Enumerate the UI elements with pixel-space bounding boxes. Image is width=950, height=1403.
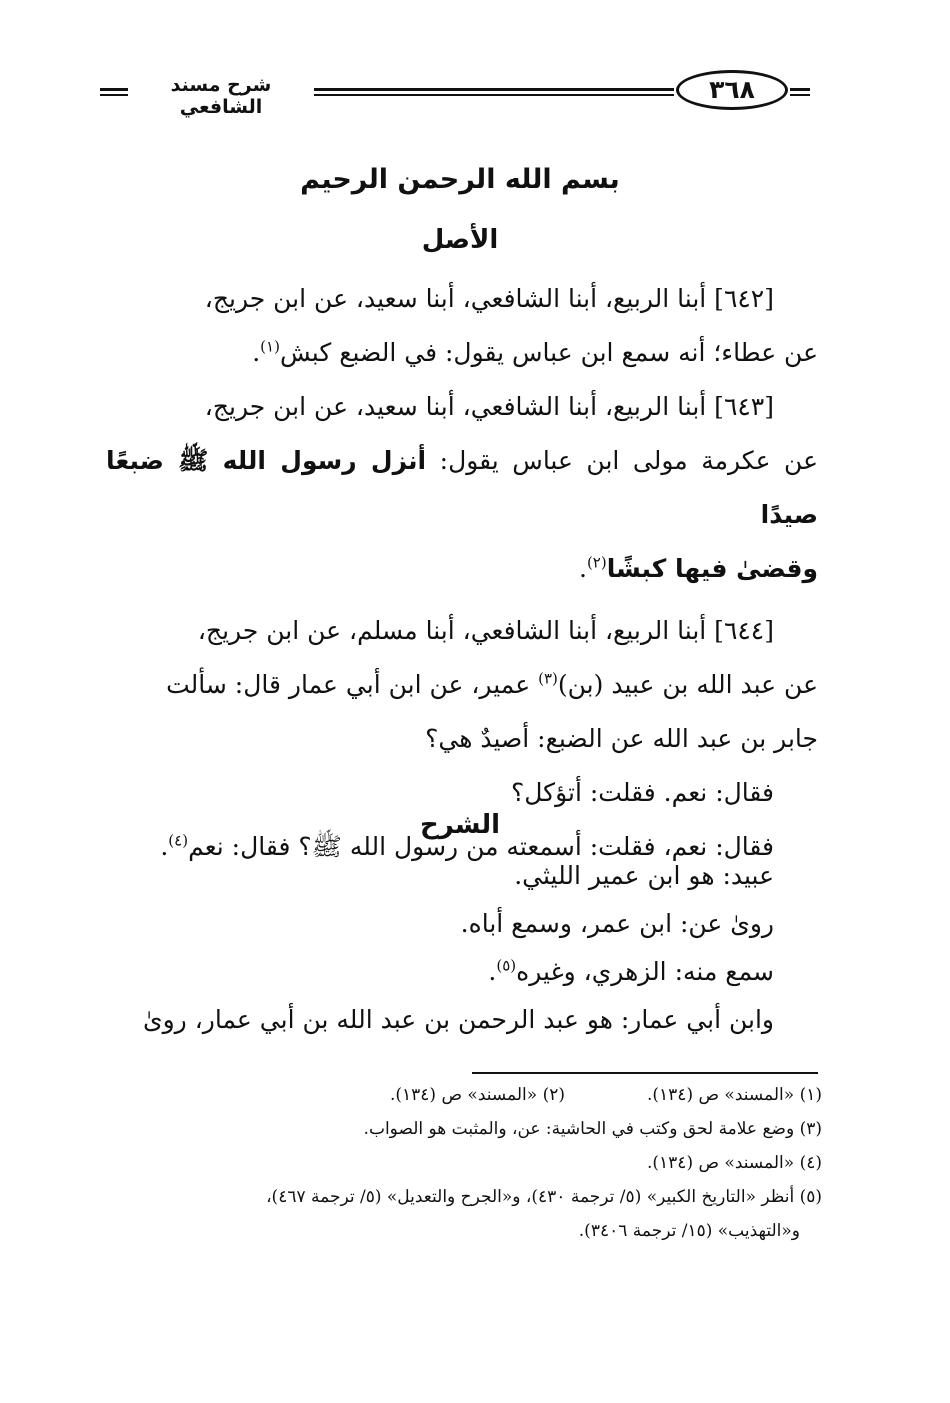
hadith-643-line1: [٦٤٣] أبنا الربيع، أبنا الشافعي، أبنا سعيد، عن ابن جريج، (204, 392, 774, 421)
hadith-644-line5: فقال: نعم، فقلت: أسمعته من رسول الله ﷺ؟ فقال: نعم$^{(٤)}$. (160, 831, 774, 861)
hadith-642-line1: [٦٤٢] أبنا الربيع، أبنا الشافعي، أبنا سعيد، عن ابن جريج، (204, 284, 774, 313)
footnote-mark: (٤) (168, 831, 189, 850)
footnote-5: (٥) أنظر «التاريخ الكبير» (٥/ ترجمة ٤٣٠)، و«الجرح والتعديل» (٥/ ترجمة ٤٦٧)، (266, 1187, 822, 1207)
section-heading-asl: الأصل (421, 225, 499, 255)
hadith-642-line2: عن عطاء؛ أنه سمع ابن عباس يقول: في الضبع كبش$^{(١)}$. (252, 337, 818, 367)
header-rule-right (790, 88, 810, 96)
footnote-row-1-2 (106, 1078, 822, 1112)
header-rule-middle (314, 88, 674, 96)
footnotes (106, 1078, 822, 1248)
footnote-2: (٢) «المسند» ص (١٣٤). (389, 1085, 565, 1105)
footnote-separator (472, 1072, 818, 1074)
sharh-line2: روىٰ عن: ابن عمر، وسمع أباه. (460, 909, 774, 938)
hadith-644-line2: عن عبد الله بن عبيد (بن)$^{(٣)}$ عمير، عن ابن أبي عمار قال: سألت (166, 669, 818, 699)
hadith-643-line3: وقضىٰ فيها كبشًا$^{(٢)}$. (578, 553, 818, 583)
hadith-643-line2: عن عكرمة مولى ابن عباس يقول: أنزل رسول الله ﷺ ضبعًا صيدًا (106, 446, 818, 529)
sharh-line3: سمع منه: الزهري، وغيره$^{(٥)}$. (488, 956, 774, 986)
sharh-text (106, 852, 818, 1044)
asl-text (106, 272, 818, 874)
section-heading-sharh: الشرح (419, 810, 501, 840)
footnote-mark: (٥) (496, 956, 517, 975)
footnote-mark: (١) (260, 337, 280, 356)
basmala: بسم الله الرحمن الرحيم (300, 164, 620, 195)
footnote-3: (٣) وضع علامة لحق وكتب في الحاشية: عن، والمثبت هو الصواب. (363, 1119, 822, 1139)
footnote-mark: (٣) (538, 669, 558, 688)
footnote-1: (١) «المسند» ص (١٣٤). (646, 1085, 822, 1105)
hadith-644-line4: فقال: نعم. فقلت: أتؤكل؟ (510, 778, 774, 807)
page-number: ٣٦٨ (676, 70, 788, 110)
hadith-644-line1: [٦٤٤] أبنا الربيع، أبنا الشافعي، أبنا مسلم، عن ابن جريج، (197, 616, 774, 645)
header-rule-left (100, 88, 128, 96)
sharh-line4: وابن أبي عمار: هو عبد الرحمن بن عبد الله بن أبي عمار، روىٰ (143, 1005, 774, 1034)
footnote-mark: (٢) (586, 553, 607, 572)
running-header (100, 70, 810, 118)
hadith-644-line3: جابر بن عبد الله عن الضبع: أصيدٌ هي؟ (425, 724, 818, 753)
footnote-4: (٤) «المسند» ص (١٣٤). (646, 1153, 822, 1173)
sharh-line1: عبيد: هو ابن عمير الليثي. (514, 861, 774, 890)
footnote-5-continued: و«التهذيب» (١٥/ ترجمة ٣٤٠٦). (578, 1221, 800, 1241)
book-title: شرح مسند الشافعي (170, 74, 272, 118)
